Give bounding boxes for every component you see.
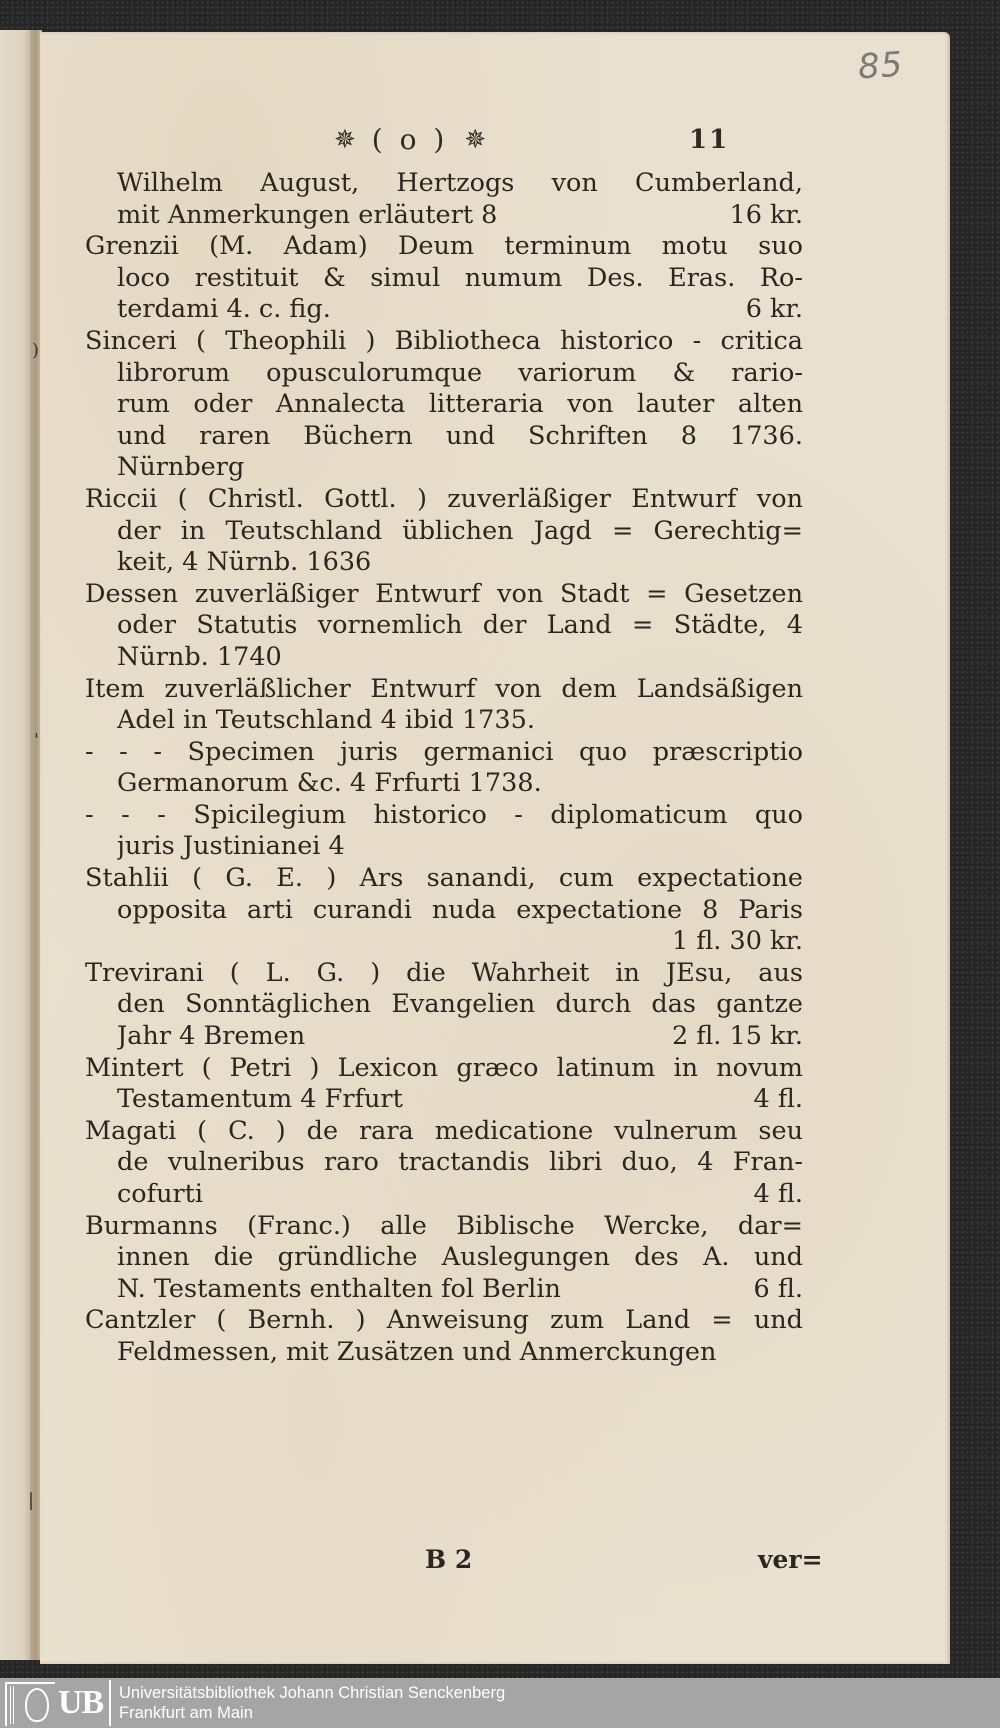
library-name-line1: Universitätsbibliothek Johann Christian Senckenberg [119,1684,506,1702]
entry-text: Stahlii ( G. E. ) Ars sanandi, cum expectatione [85,863,803,894]
entry-text: rum oder Annalecta litteraria von lauter alten [117,389,803,420]
library-logo[interactable] [3,1680,111,1726]
catalog-entry [85,1305,803,1368]
catalog-entry [85,958,803,1053]
entry-text: Feldmessen, mit Zusätzen und Anmerckungen [117,1336,717,1367]
entry-line [85,895,803,927]
entry-line [85,358,803,390]
entry-text: Germanorum &c. 4 Frfurti 1738. [117,768,542,799]
entry-line [85,768,803,800]
previous-page-edge [0,30,30,1660]
flower-ornament-icon: ✵ [334,125,356,155]
catalog-entry [85,326,803,484]
entry-price: 4 fl. [753,1084,803,1115]
catalog-entries [85,168,803,1369]
entry-text: Jahr 4 Bremen [117,1021,306,1052]
entry-line [85,326,803,358]
entry-line [85,1116,803,1148]
catalog-entry [85,579,803,674]
catalog-entry [85,231,803,326]
library-location: Frankfurt am Main [119,1704,253,1722]
entry-text: Adel in Teutschland 4 ibid 1735. [117,705,535,736]
logo-text: UB [58,1684,104,1721]
library-name [119,1683,505,1723]
entry-price: 4 fl. [753,1179,803,1209]
catalog-entry [85,674,803,737]
entry-text: Trevirani ( L. G. ) die Wahrheit in JEsu, aus [85,957,803,988]
handwritten-folio-number: 85 [856,44,905,88]
entry-line [85,831,803,863]
entry-text: librorum opusculorumque variorum & rario- [117,357,803,388]
entry-price: 6 kr. [745,294,803,325]
page-number: 11 [689,125,730,155]
entry-text: und raren Büchern und Schriften 8 1736. [117,420,803,451]
running-head [0,120,1000,160]
entry-text: innen die gründliche Auslegungen des A. und [117,1242,803,1273]
portrait-icon [25,1688,49,1722]
flower-ornament-icon: ✵ [464,125,487,155]
entry-line [85,452,803,484]
entry-line [85,421,803,453]
entry-text: Dessen zuverläßiger Entwurf von Stadt = Gesetzen [85,578,803,609]
catalog-entry [85,863,803,958]
entry-line [85,579,803,611]
entry-text: Mintert ( Petri ) Lexicon græco latinum in novum [85,1052,803,1083]
entry-line [85,1274,803,1306]
entry-text: Item zuverläßlicher Entwurf von dem Landsäßigen [85,673,803,704]
entry-text: der in Teutschland üblichen Jagd = Gerechtig= [117,515,803,546]
gathering-signature: B 2 [425,1545,473,1574]
catalog-entry [85,1053,803,1116]
entry-text: mit Anmerkungen erläutert 8 [117,199,498,230]
entry-text: terdami 4. c. fig. [117,294,331,325]
catalog-entry [85,168,803,231]
entry-text: loco restituit & simul numum Des. Eras. Ro- [117,262,803,293]
signature-mark: ( o ) [371,123,449,156]
entry-text: Nürnb. 1740 [117,641,282,672]
entry-text: Grenzii (M. Adam) Deum terminum motu suo [85,231,803,262]
entry-line [85,610,803,642]
entry-price: 16 kr. [729,199,803,230]
entry-text: Nürnberg [117,452,245,483]
entry-line [85,389,803,421]
entry-text: Testamentum 4 Frfurt [117,1084,403,1115]
catalog-entry [85,800,803,863]
previous-page-mark: ' [34,730,39,751]
entry-line [85,737,803,769]
entry-line [85,674,803,706]
entry-line [85,231,803,263]
entry-price: 6 fl. [753,1273,803,1304]
entry-text: den Sonntäglichen Evangelien durch das gantze [117,989,803,1020]
catchword: ver= [758,1545,823,1574]
entry-text: de vulneribus raro tractandis libri duo, 4 Fran- [117,1147,803,1178]
entry-text: Cantzler ( Bernh. ) Anweisung zum Land = und [85,1305,803,1336]
previous-page-mark: ) [32,340,40,361]
entry-line [85,958,803,990]
entry-text: Sinceri ( Theophili ) Bibliotheca historico - critica [85,325,803,356]
entry-line [85,1179,803,1211]
entry-text: Wilhelm August, Hertzogs von Cumberland, [117,168,803,198]
entry-line [85,1053,803,1085]
entry-text: juris Justinianei 4 [117,831,345,862]
entry-text: N. Testaments enthalten fol Berlin [117,1273,561,1304]
entry-text: cofurti [117,1179,204,1209]
entry-line [85,989,803,1021]
entry-line [85,800,803,832]
entry-line [85,294,803,326]
entry-line [85,1305,803,1337]
entry-line [85,263,803,295]
entry-text: - - - Specimen juris germanici quo præscriptio [85,736,803,767]
entry-line [85,547,803,579]
entry-text: oder Statutis vornemlich der Land = Städte, 4 [117,610,803,641]
entry-text: Magati ( C. ) de rara medicatione vulnerum seu [85,1115,803,1146]
previous-page-mark: | [28,1490,35,1511]
entry-line [85,1084,803,1116]
entry-text: keit, 4 Nürnb. 1636 [117,547,372,578]
entry-line [85,863,803,895]
library-credit-bar [0,1678,1000,1728]
entry-line [85,1021,803,1053]
entry-line [85,926,803,958]
entry-text: opposita arti curandi nuda expectatione 8 Paris [117,894,803,925]
catalog-entry [85,1211,803,1306]
entry-line [85,705,803,737]
entry-text: - - - Spicilegium historico - diplomaticum quo [85,799,803,830]
page-footer [0,1545,1000,1581]
running-head-ornament-group [334,120,486,160]
entry-line [85,1211,803,1243]
entry-line [85,1147,803,1179]
entry-line [85,168,803,200]
entry-line [85,484,803,516]
entry-price: 1 fl. 30 kr. [671,926,803,957]
entry-line [85,1337,803,1369]
entry-line [85,200,803,232]
entry-text: Burmanns (Franc.) alle Biblische Wercke, dar= [85,1210,803,1241]
entry-line [85,1242,803,1274]
entry-text: Riccii ( Christl. Gottl. ) zuverläßiger Entwurf von [85,483,803,514]
entry-price: 2 fl. 15 kr. [671,1021,803,1052]
catalog-entry [85,484,803,579]
entry-line [85,642,803,674]
entry-line [85,516,803,548]
catalog-entry [85,737,803,800]
catalog-entry [85,1116,803,1211]
